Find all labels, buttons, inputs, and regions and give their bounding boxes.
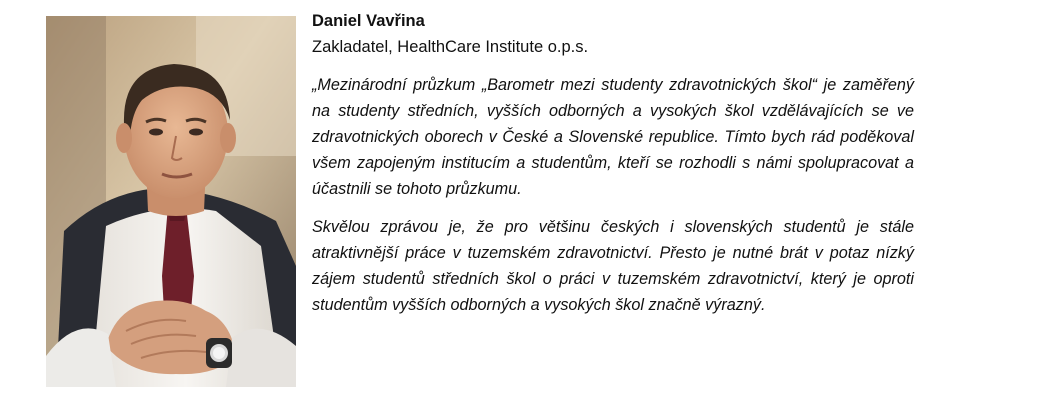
person-name: Daniel Vavřina	[312, 12, 425, 30]
quote-paragraph-1: „Mezinárodní průzkum „Barometr mezi studenty zdravotnických škol“ je zaměřený na studenty středních, vyšších odborných a vysokých škol vzdělávajících se ve zdravotnických oborech v České a Slovenské republice. Tímto bych rád poděkoval všem zapojeným institucím a studentům, kteří se rozhodli s námi spolupracovat a účastnili se tohoto průzkumu.	[312, 76, 914, 198]
person-title: Zakladatel, HealthCare Institute o.p.s.	[312, 38, 589, 56]
portrait-photo-icon	[46, 16, 296, 387]
quote-block	[312, 8, 914, 330]
portrait-photo	[46, 16, 296, 387]
quote-paragraph-2: Skvělou zprávou je, že pro většinu českých i slovenských studentů je stále atraktivnější práce v tuzemském zdravotnictví. Přesto je nutné brát v potaz nízký zájem studentů středních škol o práci v tuzemském zdravotnictví, který je oproti studentům vyšších odborných a vysokých škol značně výrazný.	[312, 218, 914, 314]
